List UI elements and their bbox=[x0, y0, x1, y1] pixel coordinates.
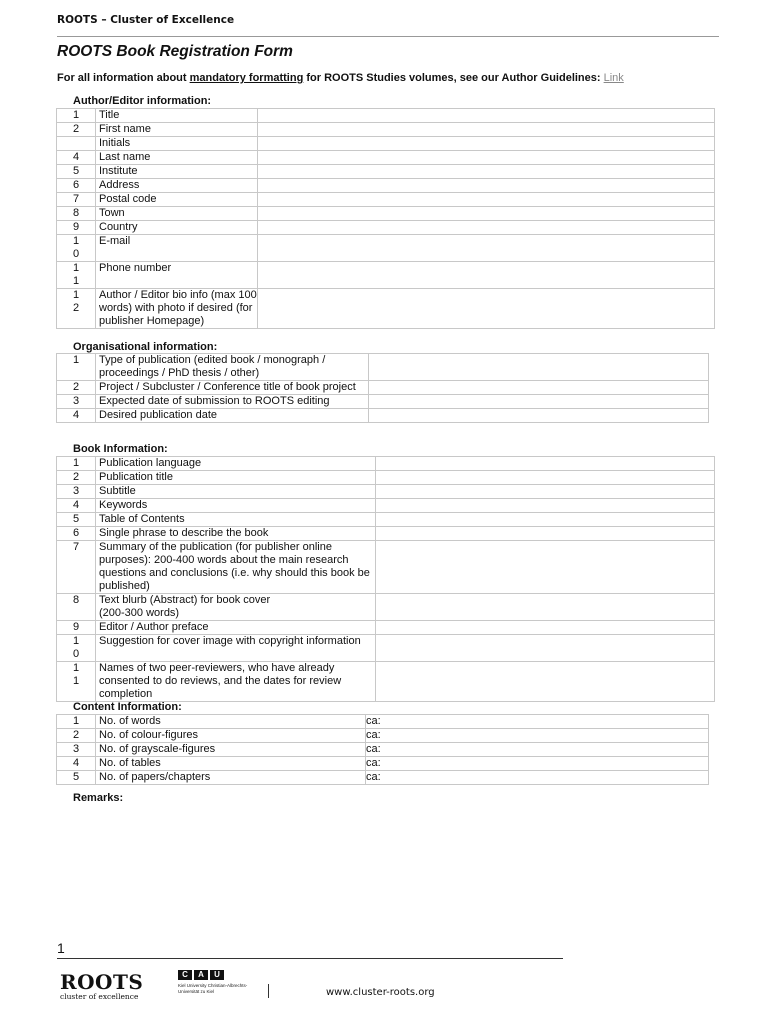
row-number: 8 bbox=[57, 594, 96, 621]
row-label: Project / Subcluster / Conference title of book project bbox=[96, 381, 369, 395]
row-number: 3 bbox=[57, 743, 96, 757]
row-number: 1 0 bbox=[57, 235, 96, 262]
row-value-field[interactable] bbox=[258, 137, 715, 151]
row-number: 2 bbox=[57, 471, 96, 485]
row-value-field[interactable]: ca: bbox=[366, 757, 709, 771]
row-label: Single phrase to describe the book bbox=[96, 527, 376, 541]
row-label: Type of publication (edited book / monograph / proceedings / PhD thesis / other) bbox=[96, 354, 369, 381]
row-number: 2 bbox=[57, 729, 96, 743]
row-number: 1 1 bbox=[57, 662, 96, 702]
form-row bbox=[57, 499, 715, 513]
form-row bbox=[57, 179, 715, 193]
row-value-field[interactable] bbox=[258, 289, 715, 329]
row-value-field[interactable] bbox=[369, 409, 709, 423]
form-row bbox=[57, 381, 709, 395]
row-number: 6 bbox=[57, 179, 96, 193]
footer-divider bbox=[57, 958, 563, 959]
row-number: 3 bbox=[57, 395, 96, 409]
row-label: Institute bbox=[96, 165, 258, 179]
book-table bbox=[56, 456, 715, 702]
form-row bbox=[57, 207, 715, 221]
intro-text bbox=[57, 72, 624, 84]
row-label: Address bbox=[96, 179, 258, 193]
form-row bbox=[57, 151, 715, 165]
row-label: No. of colour-figures bbox=[96, 729, 366, 743]
row-label: Title bbox=[96, 109, 258, 123]
row-value-field[interactable]: ca: bbox=[366, 743, 709, 757]
org-section-heading: Organisational information: bbox=[73, 341, 218, 353]
form-row bbox=[57, 109, 715, 123]
row-value-field[interactable] bbox=[376, 527, 715, 541]
cau-letter: A bbox=[194, 970, 208, 980]
cau-logo bbox=[178, 970, 266, 995]
form-row bbox=[57, 485, 715, 499]
form-row bbox=[57, 123, 715, 137]
cau-letter: C bbox=[178, 970, 192, 980]
row-value-field[interactable] bbox=[376, 513, 715, 527]
row-label: Publication language bbox=[96, 457, 376, 471]
form-row bbox=[57, 527, 715, 541]
row-label: Publication title bbox=[96, 471, 376, 485]
row-number: 4 bbox=[57, 757, 96, 771]
row-label: Last name bbox=[96, 151, 258, 165]
row-label: Table of Contents bbox=[96, 513, 376, 527]
row-value-field[interactable]: ca: bbox=[366, 771, 709, 785]
row-label: Initials bbox=[96, 137, 258, 151]
row-label: Editor / Author preface bbox=[96, 621, 376, 635]
header-divider bbox=[57, 36, 719, 37]
book-section-heading: Book Information: bbox=[73, 443, 168, 455]
form-row bbox=[57, 743, 709, 757]
form-title: ROOTS Book Registration Form bbox=[57, 43, 293, 60]
author-table bbox=[56, 108, 715, 329]
row-number: 1 2 bbox=[57, 289, 96, 329]
row-number: 1 bbox=[57, 354, 96, 381]
row-label: Phone number bbox=[96, 262, 258, 289]
form-row bbox=[57, 457, 715, 471]
row-value-field[interactable] bbox=[376, 594, 715, 621]
form-row bbox=[57, 221, 715, 235]
form-row bbox=[57, 354, 709, 381]
row-number: 4 bbox=[57, 499, 96, 513]
row-number: 1 bbox=[57, 457, 96, 471]
roots-logo-wordmark: ROOTS bbox=[60, 970, 144, 994]
author-section-heading: Author/Editor information: bbox=[73, 95, 212, 107]
row-number: 8 bbox=[57, 207, 96, 221]
page-number: 1 bbox=[57, 940, 65, 956]
row-value-field[interactable] bbox=[369, 354, 709, 381]
footer-url[interactable]: www.cluster-roots.org bbox=[326, 987, 435, 998]
row-number: 1 0 bbox=[57, 635, 96, 662]
form-row bbox=[57, 594, 715, 621]
form-row bbox=[57, 662, 715, 702]
row-number bbox=[57, 137, 96, 151]
form-row bbox=[57, 729, 709, 743]
row-number: 4 bbox=[57, 151, 96, 165]
row-value-field[interactable] bbox=[369, 395, 709, 409]
roots-logo bbox=[60, 972, 143, 1001]
cau-letter: U bbox=[210, 970, 224, 980]
row-label: Town bbox=[96, 207, 258, 221]
roots-logo-subtitle: cluster of excellence bbox=[60, 992, 139, 1001]
row-value-field[interactable] bbox=[258, 262, 715, 289]
row-value-field[interactable] bbox=[258, 179, 715, 193]
row-label: First name bbox=[96, 123, 258, 137]
row-value-field[interactable] bbox=[376, 499, 715, 513]
row-value-field[interactable]: ca: bbox=[366, 715, 709, 729]
row-label: No. of tables bbox=[96, 757, 366, 771]
row-label: Subtitle bbox=[96, 485, 376, 499]
form-row bbox=[57, 471, 715, 485]
form-row bbox=[57, 235, 715, 262]
row-number: 3 bbox=[57, 485, 96, 499]
row-value-field[interactable] bbox=[369, 381, 709, 395]
row-value-field[interactable] bbox=[376, 457, 715, 471]
row-label: No. of papers/chapters bbox=[96, 771, 366, 785]
remarks-label: Remarks: bbox=[73, 792, 124, 804]
row-label: Summary of the publication (for publisher online purposes): 200-400 words about the main research questions and conclusions (i.e. why should this book be published) bbox=[96, 541, 376, 594]
cau-logo-bar bbox=[268, 984, 269, 998]
row-value-field[interactable] bbox=[376, 662, 715, 702]
row-number: 7 bbox=[57, 541, 96, 594]
header-org: ROOTS – Cluster of Excellence bbox=[57, 14, 235, 26]
intro-underlined: mandatory formatting bbox=[189, 72, 304, 84]
row-value-field[interactable] bbox=[258, 207, 715, 221]
intro-prefix: For all information about bbox=[57, 72, 190, 84]
row-value-field[interactable] bbox=[258, 151, 715, 165]
content-table bbox=[56, 714, 709, 785]
row-label: Country bbox=[96, 221, 258, 235]
row-number: 9 bbox=[57, 221, 96, 235]
row-value-field[interactable] bbox=[376, 621, 715, 635]
content-section-heading: Content Information: bbox=[73, 701, 182, 713]
author-guidelines-link[interactable]: Link bbox=[603, 72, 624, 84]
row-number: 7 bbox=[57, 193, 96, 207]
row-number: 2 bbox=[57, 381, 96, 395]
form-row bbox=[57, 635, 715, 662]
form-row bbox=[57, 137, 715, 151]
row-value-field[interactable] bbox=[376, 471, 715, 485]
row-label: E-mail bbox=[96, 235, 258, 262]
row-value-field[interactable] bbox=[376, 541, 715, 594]
row-value-field[interactable] bbox=[258, 235, 715, 262]
row-value-field[interactable] bbox=[258, 109, 715, 123]
row-number: 5 bbox=[57, 771, 96, 785]
row-label: Expected date of submission to ROOTS editing bbox=[96, 395, 369, 409]
form-row bbox=[57, 193, 715, 207]
row-label: Postal code bbox=[96, 193, 258, 207]
row-value-field[interactable] bbox=[258, 221, 715, 235]
row-label: Desired publication date bbox=[96, 409, 369, 423]
row-number: 9 bbox=[57, 621, 96, 635]
form-row bbox=[57, 771, 709, 785]
org-table bbox=[56, 353, 709, 423]
row-label: Text blurb (Abstract) for book cover (200-300 words) bbox=[96, 594, 376, 621]
form-row bbox=[57, 757, 709, 771]
row-value-field[interactable] bbox=[376, 635, 715, 662]
row-value-field[interactable]: ca: bbox=[366, 729, 709, 743]
row-label: No. of grayscale-figures bbox=[96, 743, 366, 757]
form-row bbox=[57, 513, 715, 527]
row-label: Author / Editor bio info (max 100 words) with photo if desired (for publisher Homepage) bbox=[96, 289, 258, 329]
row-number: 2 bbox=[57, 123, 96, 137]
row-label: Keywords bbox=[96, 499, 376, 513]
cau-letter-boxes bbox=[178, 970, 266, 980]
form-row bbox=[57, 541, 715, 594]
row-number: 5 bbox=[57, 165, 96, 179]
row-value-field[interactable] bbox=[258, 165, 715, 179]
row-label: No. of words bbox=[96, 715, 366, 729]
row-value-field[interactable] bbox=[258, 123, 715, 137]
form-row bbox=[57, 409, 709, 423]
row-number: 6 bbox=[57, 527, 96, 541]
form-row bbox=[57, 395, 709, 409]
form-row bbox=[57, 621, 715, 635]
row-label: Suggestion for cover image with copyright information bbox=[96, 635, 376, 662]
row-number: 1 1 bbox=[57, 262, 96, 289]
form-row bbox=[57, 262, 715, 289]
row-value-field[interactable] bbox=[258, 193, 715, 207]
row-number: 1 bbox=[57, 109, 96, 123]
form-row bbox=[57, 289, 715, 329]
cau-logo-text: Kiel University Christian-Albrechts-Universität zu Kiel bbox=[178, 983, 248, 994]
form-row bbox=[57, 165, 715, 179]
row-value-field[interactable] bbox=[376, 485, 715, 499]
row-label: Names of two peer-reviewers, who have already consented to do reviews, and the dates for review completion bbox=[96, 662, 376, 702]
row-number: 5 bbox=[57, 513, 96, 527]
intro-suffix: for ROOTS Studies volumes, see our Author Guidelines: bbox=[303, 72, 604, 84]
row-number: 1 bbox=[57, 715, 96, 729]
form-row bbox=[57, 715, 709, 729]
row-number: 4 bbox=[57, 409, 96, 423]
